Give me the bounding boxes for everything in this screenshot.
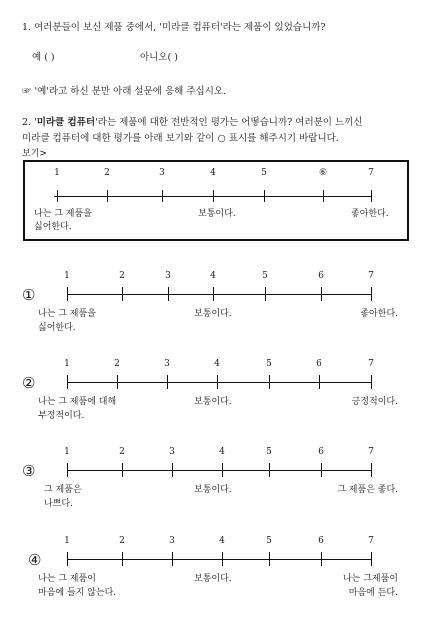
scale-number-4[interactable]: 4 <box>210 168 216 178</box>
scale-tick-6[interactable] <box>319 375 320 389</box>
scale-tick-2[interactable] <box>107 190 108 202</box>
scale-number-2[interactable]: 2 <box>114 359 120 369</box>
right-anchor-label: 마음에 든다. <box>348 588 398 598</box>
right-anchor-label: 그 제품은 좋다. <box>337 485 398 495</box>
left-anchor-label: 마음에 들지 않는다. <box>38 588 117 598</box>
example-right-label: 좋아한다. <box>351 209 389 219</box>
left-anchor-label: 싫어한다. <box>38 323 76 333</box>
scale-number-3[interactable]: 3 <box>165 271 171 281</box>
scale-number-2[interactable]: 2 <box>119 536 125 546</box>
scale-tick-4[interactable] <box>213 190 214 202</box>
scale-number-6[interactable]: 6 <box>318 447 324 457</box>
middle-anchor-label: 보통이다. <box>194 309 232 319</box>
scale-line <box>67 470 372 471</box>
question-2-line-1-rest: '라는 제품에 대한 전반적인 평가는 어떻습니까? 여러분이 느끼신 <box>95 117 363 128</box>
scale-tick-5[interactable] <box>265 287 266 301</box>
question-2-line-2: 미라클 컴퓨터에 대한 평가를 아래 보기와 같이 ○ 표시를 해주시기 바랍니다. <box>22 133 339 144</box>
scale-tick-4[interactable] <box>222 463 223 477</box>
scale-tick-7[interactable] <box>371 287 372 301</box>
scale-tick-7[interactable] <box>371 463 372 477</box>
item-marker: ④ <box>28 551 42 569</box>
scale-tick-6[interactable] <box>321 463 322 477</box>
left-anchor-label: 그 제품은 <box>44 485 82 495</box>
scale-tick-1[interactable] <box>67 375 68 389</box>
scale-number-4[interactable]: 4 <box>210 271 216 281</box>
scale-tick-3[interactable] <box>172 552 173 566</box>
scale-number-4[interactable]: 4 <box>214 359 220 369</box>
scale-number-2[interactable]: 2 <box>104 168 110 178</box>
scale-tick-6[interactable] <box>321 287 322 301</box>
middle-anchor-label: 보통이다. <box>194 397 232 407</box>
product-name: 미라클 컴퓨터 <box>36 117 96 128</box>
scale-number-5[interactable]: 5 <box>266 536 272 546</box>
left-anchor-label: 부정적이다. <box>38 411 85 421</box>
scale-tick-5[interactable] <box>269 375 270 389</box>
scale-number-4[interactable]: 4 <box>219 536 225 546</box>
scale-number-5[interactable]: 5 <box>262 271 268 281</box>
scale-tick-3[interactable] <box>162 190 163 202</box>
question-1-text: 1. 여러분들이 보신 제품 중에서, '미라클 컴퓨터'라는 제품이 있었습니까? <box>22 22 326 33</box>
left-anchor-label: 나는 그 제품을 <box>38 309 96 319</box>
item-marker: ② <box>22 374 36 392</box>
scale-line <box>67 294 372 295</box>
scale-number-7[interactable]: 7 <box>368 359 374 369</box>
middle-anchor-label: 보통이다. <box>194 574 232 584</box>
left-anchor-label: 나쁘다. <box>44 499 73 509</box>
scale-number-1[interactable]: 1 <box>64 271 70 281</box>
scale-tick-5[interactable] <box>264 190 265 202</box>
scale-number-7[interactable]: 7 <box>368 536 374 546</box>
scale-number-5[interactable]: 5 <box>266 447 272 457</box>
scale-tick-6[interactable] <box>321 552 322 566</box>
scale-tick-5[interactable] <box>269 552 270 566</box>
right-anchor-label: 나는 그제품이 <box>342 574 398 584</box>
scale-tick-1[interactable] <box>67 287 68 301</box>
scale-number-4[interactable]: 4 <box>219 447 225 457</box>
example-left-label-1: 나는 그 제품을 <box>34 209 92 219</box>
scale-tick-2[interactable] <box>117 375 118 389</box>
scale-number-1[interactable]: 1 <box>64 536 70 546</box>
scale-number-6[interactable]: ⑥ <box>318 168 328 178</box>
scale-number-6[interactable]: 6 <box>318 536 324 546</box>
scale-tick-6[interactable] <box>323 190 324 202</box>
item-marker: ① <box>22 286 36 304</box>
scale-number-5[interactable]: 5 <box>266 359 272 369</box>
scale-number-6[interactable]: 6 <box>316 359 322 369</box>
example-middle-label: 보통이다. <box>198 209 236 219</box>
scale-tick-2[interactable] <box>122 463 123 477</box>
scale-number-3[interactable]: 3 <box>169 447 175 457</box>
scale-tick-4[interactable] <box>213 287 214 301</box>
left-anchor-label: 나는 그 제품이 <box>38 574 96 584</box>
scale-tick-1[interactable] <box>67 552 68 566</box>
scale-number-3[interactable]: 3 <box>164 359 170 369</box>
scale-tick-1[interactable] <box>67 463 68 477</box>
scale-number-7[interactable]: 7 <box>368 271 374 281</box>
scale-line <box>67 559 372 560</box>
right-anchor-label: 긍정적이다. <box>351 397 398 407</box>
right-anchor-label: 좋아한다. <box>360 309 398 319</box>
scale-number-1[interactable]: 1 <box>64 447 70 457</box>
scale-number-1[interactable]: 1 <box>54 168 60 178</box>
example-label: 보기> <box>22 149 47 159</box>
question-2-line-1 <box>22 117 363 129</box>
scale-tick-7[interactable] <box>371 190 372 202</box>
middle-anchor-label: 보통이다. <box>194 485 232 495</box>
scale-number-5[interactable]: 5 <box>261 168 267 178</box>
scale-tick-3[interactable] <box>167 375 168 389</box>
scale-number-7[interactable]: 7 <box>368 168 374 178</box>
scale-tick-3[interactable] <box>172 463 173 477</box>
scale-tick-3[interactable] <box>168 287 169 301</box>
scale-tick-1[interactable] <box>57 190 58 202</box>
scale-number-3[interactable]: 3 <box>159 168 165 178</box>
scale-tick-5[interactable] <box>269 463 270 477</box>
scale-number-1[interactable]: 1 <box>64 359 70 369</box>
answer-no-option[interactable]: 아니오( ) <box>140 52 178 63</box>
item-marker: ③ <box>22 462 36 480</box>
scale-tick-2[interactable] <box>122 552 123 566</box>
scale-number-2[interactable]: 2 <box>119 271 125 281</box>
scale-line <box>67 382 372 383</box>
scale-tick-7[interactable] <box>371 552 372 566</box>
instruction-note: ☞ '예'라고 하신 분만 아래 설문에 응해 주십시오. <box>22 86 227 97</box>
scale-number-3[interactable]: 3 <box>169 536 175 546</box>
scale-number-2[interactable]: 2 <box>119 447 125 457</box>
scale-tick-4[interactable] <box>222 552 223 566</box>
example-left-label-2: 싫어한다. <box>34 222 72 232</box>
scale-tick-7[interactable] <box>371 375 372 389</box>
question-2-prefix: 2. ' <box>22 117 37 128</box>
scale-tick-4[interactable] <box>217 375 218 389</box>
scale-number-7[interactable]: 7 <box>368 447 374 457</box>
scale-tick-2[interactable] <box>122 287 123 301</box>
scale-number-6[interactable]: 6 <box>318 271 324 281</box>
left-anchor-label: 나는 그 제품에 대해 <box>38 397 117 407</box>
answer-yes-option[interactable]: 예 ( ) <box>32 52 55 63</box>
